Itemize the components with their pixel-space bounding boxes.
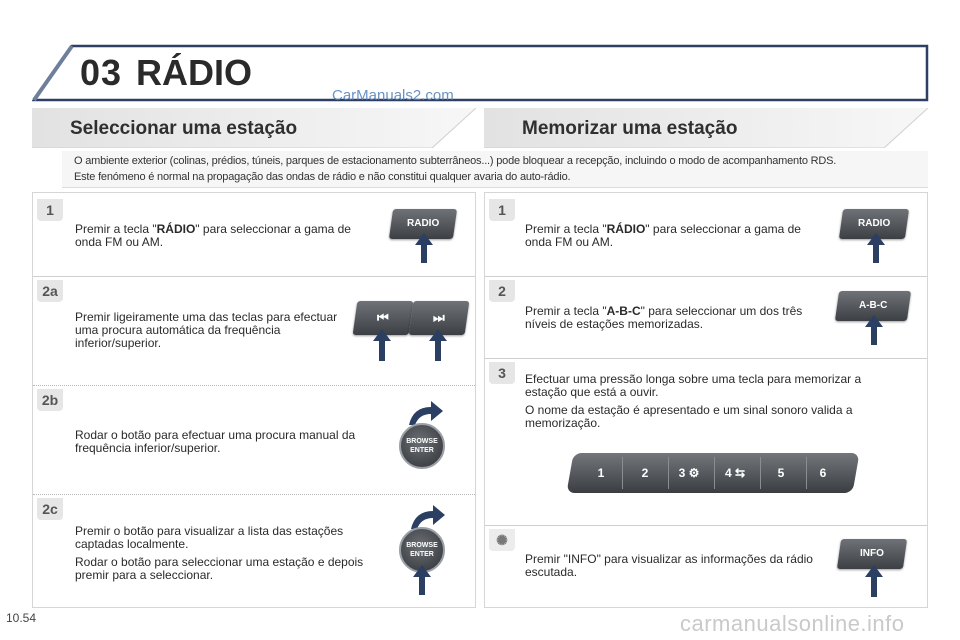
step-2a-text: Premir ligeiramente uma das teclas para efectuar uma procura automática da frequência inferior/superior. xyxy=(75,310,338,350)
chapter-number: 03 xyxy=(80,52,123,93)
step-2c-text xyxy=(75,525,375,582)
section-header-select xyxy=(32,108,476,148)
reception-note xyxy=(62,151,928,188)
step-badge-2a: 2a xyxy=(37,280,63,302)
step-2-text xyxy=(525,305,815,331)
step-2-post: " para seleccionar um dos três níveis de estações memorizadas. xyxy=(525,304,803,331)
step-2-key: A-B-C xyxy=(606,304,641,318)
step-3-text-1: Efectuar uma pressão longa sobre uma tecla para memorizar a estação que está a ouvir. xyxy=(525,372,862,399)
step-1-key: RÁDIO xyxy=(606,222,646,236)
knob-label: ENTER xyxy=(410,447,434,454)
seek-prev-icon: ⏮ xyxy=(377,310,389,325)
select-station-panel xyxy=(32,192,476,608)
arrow-up-icon xyxy=(415,233,433,263)
section-header-memorize xyxy=(484,108,928,148)
step-badge-3: 3 xyxy=(489,362,515,384)
step-3-text-2: O nome da estação é apresentado e um sinal sonoro valida a memorização. xyxy=(525,403,853,430)
step-2-pre: Premir a tecla " xyxy=(525,304,607,318)
chapter-title: RÁDIO xyxy=(136,52,252,93)
step-1-pre: Premir a tecla " xyxy=(75,222,157,236)
step-badge-2b: 2b xyxy=(37,389,63,411)
seek-next-icon: ⏭ xyxy=(433,310,445,325)
page-number: 10.54 xyxy=(6,611,37,625)
step-2c-text-2: Rodar o botão para seleccionar uma estação e depois premir para a seleccionar. xyxy=(75,555,364,582)
preset-button-6[interactable]: 6 xyxy=(819,466,827,480)
note-line-1: O ambiente exterior (colinas, prédios, túneis, parques de estacionamento subterrâneos...) pode bloquear a recepção, incluindo o modo de acompanhamento RDS. xyxy=(74,155,837,167)
divider xyxy=(33,494,475,495)
section-title-select: Seleccionar uma estação xyxy=(70,118,298,139)
step-1-post: " para seleccionar a gama de onda FM ou AM. xyxy=(75,222,351,249)
section-title-memorize: Memorizar uma estação xyxy=(522,118,738,139)
step-info-text: Premir "INFO" para visualizar as informações da rádio escutada. xyxy=(525,552,813,579)
radio-button-label: RADIO xyxy=(406,218,440,229)
step-badge-1: 1 xyxy=(489,199,515,221)
preset-button-4[interactable]: 4 ⇆ xyxy=(724,466,746,480)
watermark-bottom: carmanualsonline.info xyxy=(680,611,905,636)
preset-button-2[interactable]: 2 xyxy=(641,466,649,480)
knob-label: BROWSE xyxy=(406,542,438,549)
step-1-pre: Premir a tecla " xyxy=(525,222,607,236)
abc-button-label: A-B-C xyxy=(858,300,888,311)
divider xyxy=(485,358,927,359)
step-3-text xyxy=(525,373,905,430)
arrow-up-icon xyxy=(867,233,885,263)
divider xyxy=(33,276,475,277)
step-badge-2: 2 xyxy=(489,280,515,302)
step-1-post: " para seleccionar a gama de onda FM ou AM. xyxy=(525,222,801,249)
preset-button-5[interactable]: 5 xyxy=(777,466,785,480)
info-button-label: INFO xyxy=(860,548,884,559)
arrow-up-icon xyxy=(865,315,883,345)
memorize-station-panel xyxy=(484,192,928,608)
knob-label: ENTER xyxy=(410,551,434,558)
divider xyxy=(33,385,475,386)
arrow-up-icon xyxy=(413,565,431,595)
knob-label: BROWSE xyxy=(406,438,438,445)
step-1-key: RÁDIO xyxy=(156,222,196,236)
step-2c-text-1: Premir o botão para visualizar a lista das estações captadas localmente. xyxy=(75,524,344,551)
step-1-text xyxy=(525,223,825,249)
step-badge-2c: 2c xyxy=(37,498,63,520)
step-1-text xyxy=(75,223,375,249)
radio-button-label: RADIO xyxy=(857,218,891,229)
preset-button-3[interactable]: 3 ⚙ xyxy=(678,466,700,480)
sun-icon: ✺ xyxy=(489,529,515,551)
note-line-2: Este fenómeno é normal na propagação das ondas de rádio e não constitui qualquer avaria do auto-rádio. xyxy=(74,171,571,183)
step-badge-1: 1 xyxy=(37,199,63,221)
divider xyxy=(485,276,927,277)
step-2b-text: Rodar o botão para efectuar uma procura manual da frequência inferior/superior. xyxy=(75,428,356,455)
preset-button-1[interactable]: 1 xyxy=(597,466,605,480)
divider xyxy=(485,525,927,526)
watermark-top: CarManuals2.com xyxy=(332,87,454,104)
arrow-up-icon xyxy=(373,329,391,361)
arrow-up-icon xyxy=(429,329,447,361)
arrow-up-icon xyxy=(865,565,883,597)
browse-enter-knob[interactable] xyxy=(399,423,445,469)
